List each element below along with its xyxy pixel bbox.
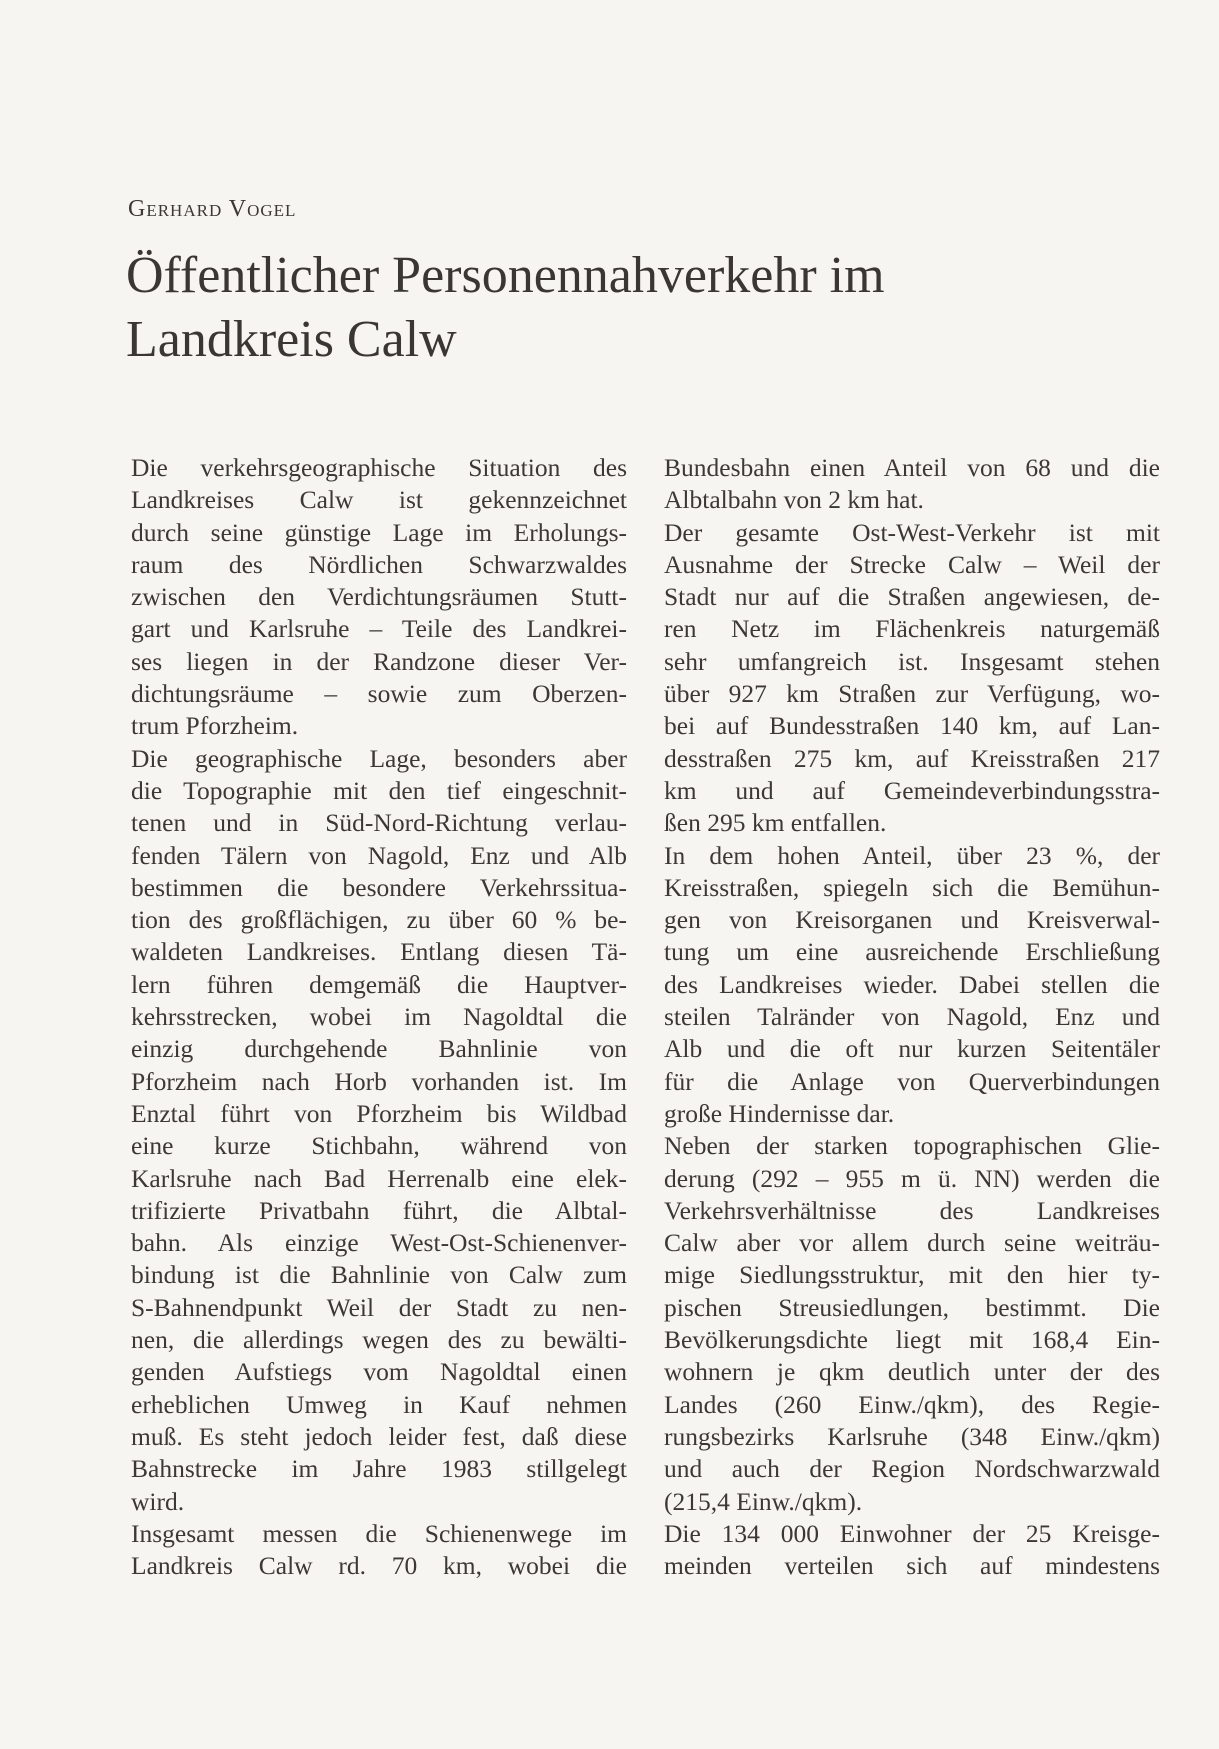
text-line: die Topographie mit den tief eingeschnit- (131, 775, 627, 805)
text-line: genden Aufstiegs vom Nagoldtal einen (131, 1357, 627, 1387)
author-name: Gerhard Vogel (128, 196, 297, 222)
text-line: ßen 295 km entfallen. (664, 808, 887, 838)
text-line: durch seine günstige Lage im Erholungs- (131, 517, 627, 547)
text-line: Neben der starken topographischen Glie- (664, 1131, 1160, 1161)
text-line: Karlsruhe nach Bad Herrenalb eine elek- (131, 1163, 627, 1193)
text-line: einzig durchgehende Bahnlinie von (131, 1034, 627, 1064)
left-text-column (131, 452, 627, 1582)
text-line: steilen Talränder von Nagold, Enz und (664, 1002, 1160, 1032)
text-line: Landkreises Calw ist gekennzeichnet (131, 485, 627, 515)
text-line: Die geographische Lage, besonders aber (131, 743, 627, 773)
text-line: mige Siedlungsstruktur, mit den hier ty- (664, 1260, 1160, 1290)
text-line: Landes (260 Einw./qkm), des Regie- (664, 1389, 1160, 1419)
text-line: Verkehrsverhältnisse des Landkreises (664, 1195, 1160, 1225)
title-line: Öffentlicher Personennahverkehr im (126, 247, 885, 304)
text-line: des Landkreises wieder. Dabei stellen die (664, 969, 1160, 999)
text-line: In dem hohen Anteil, über 23 %, der (664, 840, 1160, 870)
text-line: Ausnahme der Strecke Calw – Weil der (664, 549, 1160, 579)
text-line: rungsbezirks Karlsruhe (348 Einw./qkm) (664, 1421, 1160, 1451)
text-line: Enztal führt von Pforzheim bis Wildbad (131, 1098, 627, 1128)
text-line: gen von Kreisorganen und Kreisverwal- (664, 905, 1160, 935)
text-line: bei auf Bundesstraßen 140 km, auf Lan- (664, 711, 1160, 741)
text-line: tion des großflächigen, zu über 60 % be- (131, 905, 627, 935)
text-line: waldeten Landkreises. Entlang diesen Tä- (131, 937, 627, 967)
text-line: tenen und in Süd-Nord-Richtung verlau- (131, 808, 627, 838)
text-line: erheblichen Umweg in Kauf nehmen (131, 1389, 627, 1419)
text-line: Bevölkerungsdichte liegt mit 168,4 Ein- (664, 1325, 1160, 1355)
text-line: trum Pforzheim. (131, 711, 299, 741)
text-line: Alb und die oft nur kurzen Seitentäler (664, 1034, 1160, 1064)
text-line: Landkreis Calw rd. 70 km, wobei die (131, 1551, 627, 1581)
text-line: und auch der Region Nordschwarzwald (664, 1454, 1160, 1484)
text-line: S-Bahnendpunkt Weil der Stadt zu nen- (131, 1292, 627, 1322)
text-line: wird. (131, 1486, 185, 1516)
text-line: Stadt nur auf die Straßen angewiesen, de- (664, 582, 1160, 612)
article-title (126, 244, 1026, 372)
text-line: kehrsstrecken, wobei im Nagoldtal die (131, 1002, 627, 1032)
text-line: bestimmen die besondere Verkehrssitua- (131, 872, 627, 902)
text-line: Pforzheim nach Horb vorhanden ist. Im (131, 1066, 627, 1096)
text-line: tung um eine ausreichende Erschließung (664, 937, 1160, 967)
text-line: raum des Nördlichen Schwarzwaldes (131, 549, 627, 579)
text-line: km und auf Gemeindeverbindungsstra- (664, 775, 1160, 805)
text-line: wohnern je qkm deutlich unter der des (664, 1357, 1160, 1387)
text-line: eine kurze Stichbahn, während von (131, 1131, 627, 1161)
text-line: ses liegen in der Randzone dieser Ver- (131, 646, 627, 676)
text-line: Der gesamte Ost-West-Verkehr ist mit (664, 517, 1160, 547)
text-line: muß. Es steht jedoch leider fest, daß diese (131, 1421, 627, 1451)
text-line: trifizierte Privatbahn führt, die Albtal- (131, 1195, 627, 1225)
text-line: pischen Streusiedlungen, bestimmt. Die (664, 1292, 1160, 1322)
text-line: Kreisstraßen, spiegeln sich die Bemühun- (664, 872, 1160, 902)
text-line: für die Anlage von Querverbindungen (664, 1066, 1160, 1096)
text-line: ren Netz im Flächenkreis naturgemäß (664, 614, 1160, 644)
text-line: Die verkehrsgeographische Situation des (131, 453, 627, 482)
text-line: nen, die allerdings wegen des zu bewälti- (131, 1325, 627, 1355)
text-line: fenden Tälern von Nagold, Enz und Alb (131, 840, 627, 870)
text-line: große Hindernisse dar. (664, 1098, 895, 1128)
text-line: Die 134 000 Einwohner der 25 Kreisge- (664, 1518, 1160, 1548)
text-line: meinden verteilen sich auf mindestens (664, 1551, 1160, 1581)
text-line: Insgesamt messen die Schienenwege im (131, 1518, 627, 1548)
title-line: Landkreis Calw (126, 311, 457, 368)
text-line: zwischen den Verdichtungsräumen Stutt- (131, 582, 627, 612)
text-line: derung (292 – 955 m ü. NN) werden die (664, 1163, 1160, 1193)
text-line: desstraßen 275 km, auf Kreisstraßen 217 (664, 743, 1160, 773)
text-line: Bundesbahn einen Anteil von 68 und die (664, 453, 1160, 482)
text-line: lern führen demgemäß die Hauptver- (131, 969, 627, 999)
text-line: Calw aber vor allem durch seine weiträu- (664, 1228, 1160, 1258)
text-line: (215,4 Einw./qkm). (664, 1486, 863, 1516)
text-line: sehr umfangreich ist. Insgesamt stehen (664, 646, 1160, 676)
text-line: bahn. Als einzige West-Ost-Schienenver- (131, 1228, 627, 1258)
right-text-column (664, 452, 1160, 1582)
text-line: Bahnstrecke im Jahre 1983 stillgelegt (131, 1454, 627, 1484)
text-line: dichtungsräume – sowie zum Oberzen- (131, 679, 627, 709)
text-line: gart und Karlsruhe – Teile des Landkrei- (131, 614, 627, 644)
text-line: Albtalbahn von 2 km hat. (664, 485, 924, 515)
text-line: bindung ist die Bahnlinie von Calw zum (131, 1260, 627, 1290)
text-line: über 927 km Straßen zur Verfügung, wo- (664, 679, 1160, 709)
